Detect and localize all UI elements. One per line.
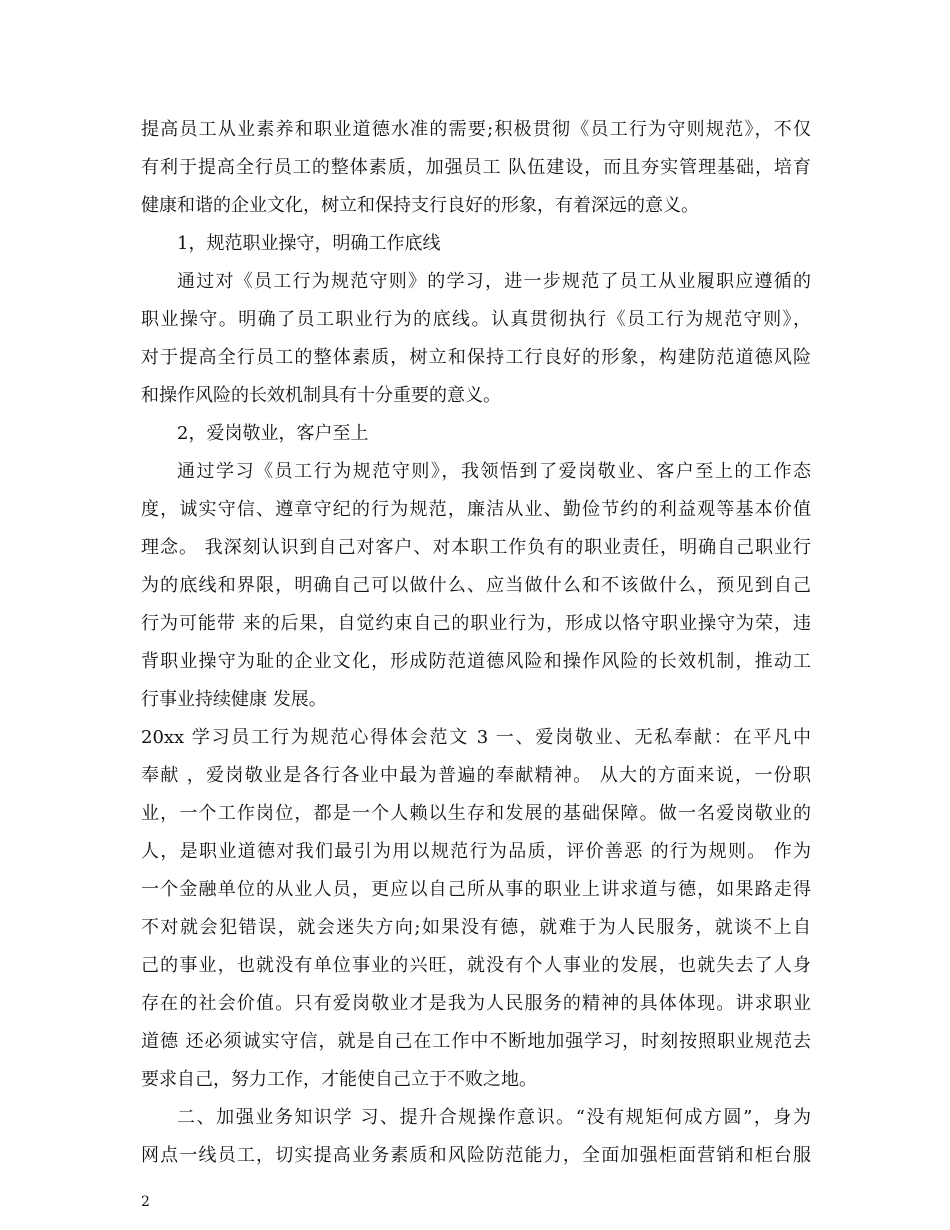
text-line: 提高员工从业素养和职业道德水准的需要;积极贯彻《员工行为守则规范》，不仅 xyxy=(141,119,811,140)
text-line: 背职业操守为耻的企业文化，形成防范道德风险和操作风险的长效机制，推动工 xyxy=(141,651,811,672)
text-line: 通过学习《员工行为规范守则》，我领悟到了爱岗敬业、客户至上的工作态 xyxy=(177,461,811,482)
text-line: 有利于提高全行员工的整体素质，加强员工 队伍建设，而且夯实管理基础，培育 xyxy=(141,157,811,178)
page-number: 2 xyxy=(141,1194,150,1210)
text-line: 度，诚实守信、遵章守纪的行为规范，廉洁从业、勤俭节约的利益观等基本价值 xyxy=(141,499,811,520)
text-line: 一个金融单位的从业人员，更应以自己所从事的职业上讲求道与德，如果路走得 xyxy=(141,879,811,900)
text-line: 业，一个工作岗位，都是一个人赖以生存和发展的基础保障。做一名爱岗敬业的 xyxy=(141,803,811,824)
section-heading: 1，规范职业操守，明确工作底线 xyxy=(177,233,441,254)
text-line: 奉献 ，爱岗敬业是各行各业中最为普遍的奉献精神。 从大的方面来说，一份职 xyxy=(141,765,811,786)
text-line: 20xx 学习员工行为规范心得体会范文 3 一、爱岗敬业、无私奉献：在平凡中 xyxy=(141,727,811,748)
text-line: 二、加强业务知识学 习、提升合规操作意识。“没有规矩何成方圆”，身为 xyxy=(177,1107,811,1128)
section-heading: 2，爱岗敬业，客户至上 xyxy=(177,423,369,444)
text-line: 理念。 我深刻认识到自己对客户、对本职工作负有的职业责任，明确自己职业行 xyxy=(141,537,811,558)
text-line: 存在的社会价值。只有爱岗敬业才是我为人民服务的精神的具体体现。讲求职业 xyxy=(141,993,811,1014)
text-line: 要求自己，努力工作，才能使自己立于不败之地。 xyxy=(141,1069,537,1090)
text-line: 不对就会犯错误，就会迷失方向;如果没有德，就难于为人民服务，就谈不上自 xyxy=(141,917,811,938)
text-line: 为的底线和界限，明确自己可以做什么、应当做什么和不该做什么，预见到自己 xyxy=(141,575,811,596)
text-line: 己的事业，也就没有单位事业的兴旺，就没有个人事业的发展，也就失去了人身 xyxy=(141,955,811,976)
text-line: 对于提高全行员工的整体素质，树立和保持工行良好的形象，构建防范道德风险 xyxy=(141,347,811,368)
text-line: 网点一线员工，切实提高业务素质和风险防范能力，全面加强柜面营销和柜台服 xyxy=(141,1145,811,1166)
text-line: 和操作风险的长效机制具有十分重要的意义。 xyxy=(141,385,501,406)
text-line: 行为可能带 来的后果，自觉约束自己的职业行为，形成以恪守职业操守为荣，违 xyxy=(141,613,811,634)
text-line: 人，是职业道德对我们最引为用以规范行为品质，评价善恶 的行为规则。 作为 xyxy=(141,841,811,862)
text-line: 健康和谐的企业文化，树立和保持支行良好的形象，有着深远的意义。 xyxy=(141,195,699,216)
text-line: 道德 还必须诚实守信，就是自己在工作中不断地加强学习，时刻按照职业规范去 xyxy=(141,1031,811,1052)
text-line: 通过对《员工行为规范守则》的学习，进一步规范了员工从业履职应遵循的 xyxy=(177,271,811,292)
text-line: 职业操守。明确了员工职业行为的底线。认真贯彻执行《员工行为规范守则》， xyxy=(141,309,811,330)
text-line: 行事业持续健康 发展。 xyxy=(141,689,327,710)
